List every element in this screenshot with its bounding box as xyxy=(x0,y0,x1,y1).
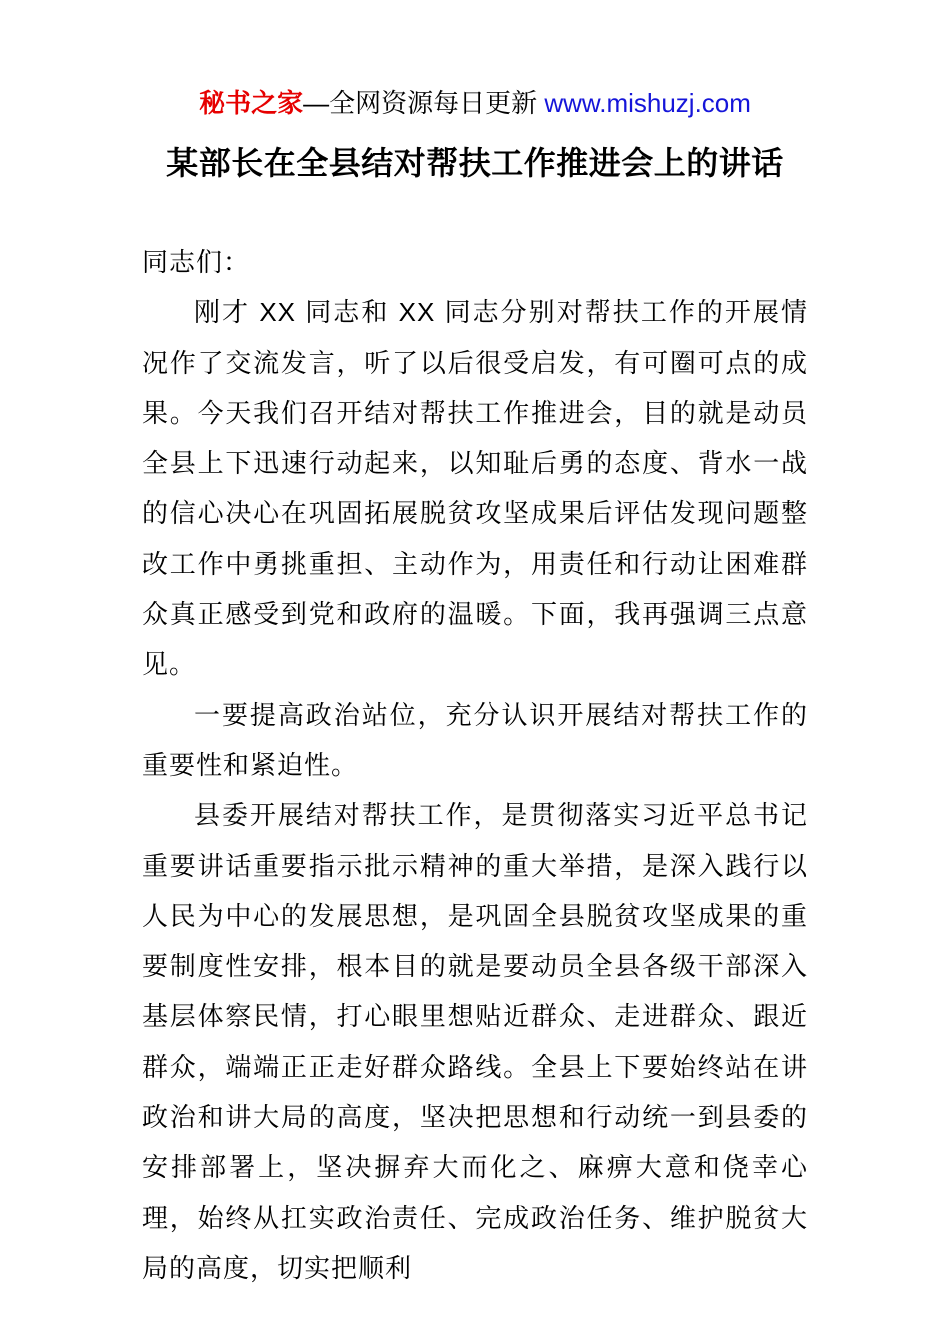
section-heading-1: 一要提高政治站位，充分认识开展结对帮扶工作的重要性和紧迫性。 xyxy=(142,699,808,780)
site-promo-header xyxy=(0,88,950,118)
salutation: 同志们： xyxy=(142,247,251,277)
site-tagline: —全网资源每日更新 xyxy=(303,88,545,118)
paragraph-section-1-body: 县委开展结对帮扶工作，是贯彻落实习近平总书记重要讲话重要指示批示精神的重大举措，是深入践行以人民为中心的发展思想，是巩固全县脱贫攻坚成果的重要制度性安排，根本目的就是要动员全县各级干部深入基层体察民情，打心眼里想贴近群众、走进群众、跟近群众，端端正正走好群众路线。全县上下要始终站在讲政治和讲大局的高度，坚决把思想和行动统一到县委的安排部署上，坚决摒弃大而化之、麻痹大意和侥幸心理，始终从扛实政治责任、完成政治任务、维护脱贫大局的高度，切实把顺利 xyxy=(142,800,808,1283)
document-body xyxy=(142,237,808,1293)
site-url-link[interactable]: www.mishuzj.com xyxy=(544,88,751,118)
document-title: 某部长在全县结对帮扶工作推进会上的讲话 xyxy=(166,145,784,181)
paragraph-opening: 刚才 XX 同志和 XX 同志分别对帮扶工作的开展情况作了交流发言，听了以后很受启发，有可圈可点的成果。今天我们召开结对帮扶工作推进会，目的就是动员全县上下迅速行动起来，以知耻后勇的态度、背水一战的信心决心在巩固拓展脱贫攻坚成果后评估发现问题整改工作中勇挑重担、主动作为，用责任和行动让困难群众真正感受到党和政府的温暖。下面，我再强调三点意见。 xyxy=(142,297,808,680)
site-brand: 秘书之家 xyxy=(199,88,304,118)
